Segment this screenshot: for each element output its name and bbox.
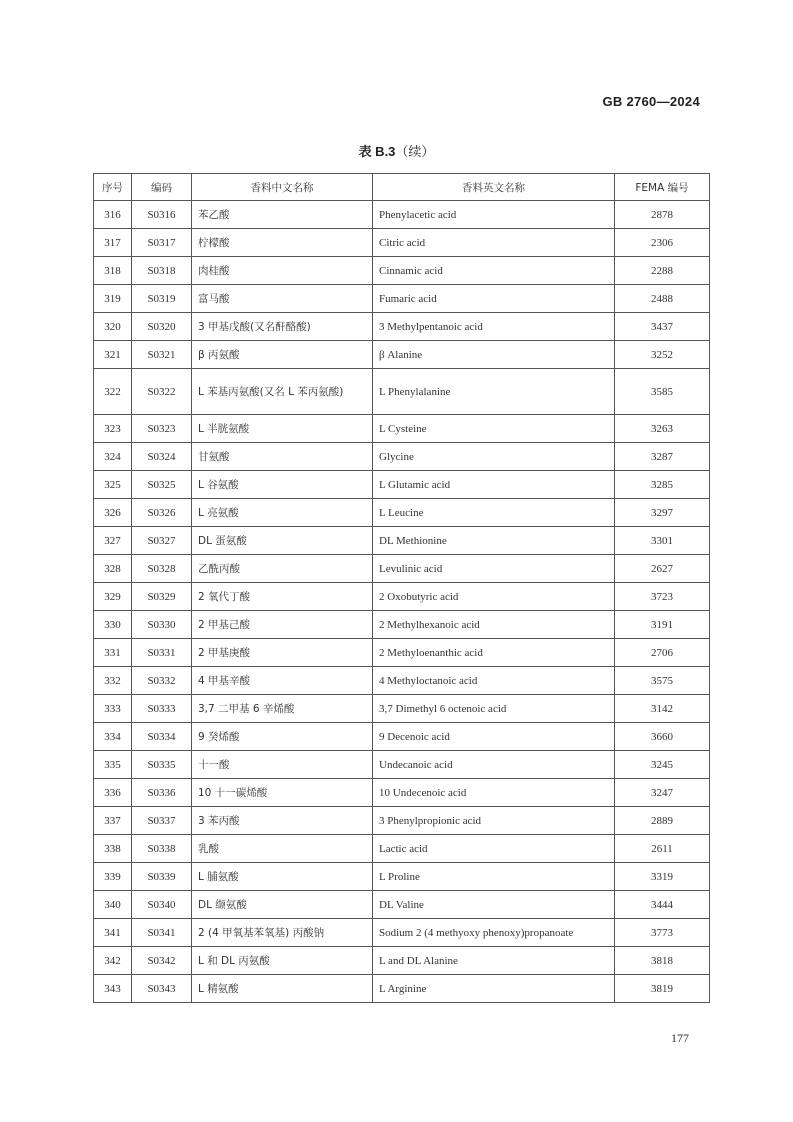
cell-seq: 316 — [94, 201, 132, 229]
cell-seq: 325 — [94, 471, 132, 499]
table-body — [94, 201, 710, 1003]
cell-chinese-name: 乳酸 — [192, 835, 373, 863]
cell-chinese-name: 肉桂酸 — [192, 257, 373, 285]
cell-seq: 324 — [94, 443, 132, 471]
cell-english-name: L Glutamic acid — [373, 471, 615, 499]
cell-chinese-name: L 亮氨酸 — [192, 499, 373, 527]
cell-fema: 3444 — [615, 891, 710, 919]
cell-chinese-name: 富马酸 — [192, 285, 373, 313]
table-row — [94, 919, 710, 947]
cell-fema: 3575 — [615, 667, 710, 695]
cell-fema: 2627 — [615, 555, 710, 583]
col-header-seq: 序号 — [94, 174, 132, 201]
cell-seq: 336 — [94, 779, 132, 807]
cell-chinese-name: DL 蛋氨酸 — [192, 527, 373, 555]
cell-fema: 3319 — [615, 863, 710, 891]
cell-chinese-name: 9 癸烯酸 — [192, 723, 373, 751]
table-row — [94, 835, 710, 863]
cell-english-name: 2 Methyloenanthic acid — [373, 639, 615, 667]
table-row — [94, 415, 710, 443]
cell-fema: 2306 — [615, 229, 710, 257]
cell-fema: 3191 — [615, 611, 710, 639]
table-row — [94, 611, 710, 639]
cell-english-name: Fumaric acid — [373, 285, 615, 313]
cell-english-name: L and DL Alanine — [373, 947, 615, 975]
cell-fema: 3773 — [615, 919, 710, 947]
cell-english-name: 3 Methylpentanoic acid — [373, 313, 615, 341]
cell-code: S0317 — [132, 229, 192, 257]
cell-chinese-name: 4 甲基辛酸 — [192, 667, 373, 695]
cell-english-name: L Cysteine — [373, 415, 615, 443]
table-row — [94, 341, 710, 369]
table-row — [94, 723, 710, 751]
cell-english-name: 10 Undecenoic acid — [373, 779, 615, 807]
cell-fema: 2488 — [615, 285, 710, 313]
cell-code: S0321 — [132, 341, 192, 369]
cell-english-name: Undecanoic acid — [373, 751, 615, 779]
cell-seq: 327 — [94, 527, 132, 555]
cell-code: S0329 — [132, 583, 192, 611]
cell-chinese-name: 甘氨酸 — [192, 443, 373, 471]
cell-english-name: 9 Decenoic acid — [373, 723, 615, 751]
cell-fema: 3245 — [615, 751, 710, 779]
table-row — [94, 667, 710, 695]
table-row — [94, 285, 710, 313]
cell-chinese-name: L 半胱氨酸 — [192, 415, 373, 443]
cell-chinese-name: DL 缬氨酸 — [192, 891, 373, 919]
table-row — [94, 527, 710, 555]
flavor-table — [93, 173, 710, 1003]
cell-code: S0336 — [132, 779, 192, 807]
cell-fema: 3287 — [615, 443, 710, 471]
cell-chinese-name: 3,7 二甲基 6 辛烯酸 — [192, 695, 373, 723]
col-header-fema: FEMA 编号 — [615, 174, 710, 201]
cell-english-name: L Phenylalanine — [373, 369, 615, 415]
cell-code: S0319 — [132, 285, 192, 313]
table-row — [94, 863, 710, 891]
table-row — [94, 499, 710, 527]
cell-english-name: L Leucine — [373, 499, 615, 527]
cell-english-name: 4 Methyloctanoic acid — [373, 667, 615, 695]
cell-code: S0328 — [132, 555, 192, 583]
table-title — [0, 141, 793, 160]
cell-code: S0335 — [132, 751, 192, 779]
cell-chinese-name: 2 甲基庚酸 — [192, 639, 373, 667]
cell-fema: 2611 — [615, 835, 710, 863]
cell-fema: 3818 — [615, 947, 710, 975]
cell-code: S0325 — [132, 471, 192, 499]
cell-seq: 340 — [94, 891, 132, 919]
table-row — [94, 779, 710, 807]
cell-fema: 3142 — [615, 695, 710, 723]
cell-english-name: 2 Oxobutyric acid — [373, 583, 615, 611]
cell-code: S0318 — [132, 257, 192, 285]
cell-fema: 3297 — [615, 499, 710, 527]
cell-seq: 339 — [94, 863, 132, 891]
cell-code: S0324 — [132, 443, 192, 471]
cell-seq: 328 — [94, 555, 132, 583]
cell-code: S0331 — [132, 639, 192, 667]
cell-fema: 3263 — [615, 415, 710, 443]
cell-seq: 337 — [94, 807, 132, 835]
cell-english-name: 2 Methylhexanoic acid — [373, 611, 615, 639]
cell-seq: 322 — [94, 369, 132, 415]
cell-english-name: L Proline — [373, 863, 615, 891]
cell-fema: 3819 — [615, 975, 710, 1003]
cell-english-name: Phenylacetic acid — [373, 201, 615, 229]
cell-fema: 3660 — [615, 723, 710, 751]
cell-code: S0327 — [132, 527, 192, 555]
cell-english-name: Glycine — [373, 443, 615, 471]
cell-chinese-name: β 丙氨酸 — [192, 341, 373, 369]
cell-english-name: 3,7 Dimethyl 6 octenoic acid — [373, 695, 615, 723]
cell-seq: 329 — [94, 583, 132, 611]
cell-fema: 2878 — [615, 201, 710, 229]
cell-english-name: β Alanine — [373, 341, 615, 369]
cell-english-name: L Arginine — [373, 975, 615, 1003]
cell-chinese-name: L 谷氨酸 — [192, 471, 373, 499]
cell-seq: 318 — [94, 257, 132, 285]
table-row — [94, 807, 710, 835]
table-row — [94, 555, 710, 583]
cell-chinese-name: 2 (4 甲氧基苯氧基) 丙酸钠 — [192, 919, 373, 947]
cell-fema: 3723 — [615, 583, 710, 611]
cell-chinese-name: 3 甲基戊酸(又名酐酪酸) — [192, 313, 373, 341]
cell-seq: 342 — [94, 947, 132, 975]
cell-english-name: DL Methionine — [373, 527, 615, 555]
cell-chinese-name: 乙酰丙酸 — [192, 555, 373, 583]
cell-seq: 317 — [94, 229, 132, 257]
cell-code: S0340 — [132, 891, 192, 919]
table-row — [94, 751, 710, 779]
cell-chinese-name: 2 氧代丁酸 — [192, 583, 373, 611]
cell-english-name: Citric acid — [373, 229, 615, 257]
cell-chinese-name: L 和 DL 丙氨酸 — [192, 947, 373, 975]
table-header-row — [94, 174, 710, 201]
table-row — [94, 639, 710, 667]
cell-fema: 2706 — [615, 639, 710, 667]
col-header-chinese-name: 香料中文名称 — [192, 174, 373, 201]
cell-seq: 323 — [94, 415, 132, 443]
cell-chinese-name: L 精氨酸 — [192, 975, 373, 1003]
cell-code: S0339 — [132, 863, 192, 891]
cell-english-name: Levulinic acid — [373, 555, 615, 583]
table-title-continued: （续） — [395, 145, 435, 160]
table-row — [94, 201, 710, 229]
cell-chinese-name: 十一酸 — [192, 751, 373, 779]
cell-seq: 331 — [94, 639, 132, 667]
table-row — [94, 975, 710, 1003]
cell-fema: 3247 — [615, 779, 710, 807]
cell-english-name: Cinnamic acid — [373, 257, 615, 285]
cell-code: S0323 — [132, 415, 192, 443]
cell-seq: 332 — [94, 667, 132, 695]
cell-seq: 321 — [94, 341, 132, 369]
cell-code: S0342 — [132, 947, 192, 975]
cell-code: S0316 — [132, 201, 192, 229]
cell-english-name: Lactic acid — [373, 835, 615, 863]
cell-seq: 338 — [94, 835, 132, 863]
table-row — [94, 891, 710, 919]
cell-chinese-name: 2 甲基己酸 — [192, 611, 373, 639]
table-row — [94, 313, 710, 341]
cell-code: S0330 — [132, 611, 192, 639]
cell-seq: 343 — [94, 975, 132, 1003]
cell-code: S0337 — [132, 807, 192, 835]
cell-code: S0333 — [132, 695, 192, 723]
cell-english-name: 3 Phenylpropionic acid — [373, 807, 615, 835]
table-row — [94, 471, 710, 499]
cell-code: S0341 — [132, 919, 192, 947]
cell-fema: 3252 — [615, 341, 710, 369]
cell-code: S0326 — [132, 499, 192, 527]
table-row — [94, 229, 710, 257]
cell-seq: 334 — [94, 723, 132, 751]
cell-code: S0334 — [132, 723, 192, 751]
cell-code: S0332 — [132, 667, 192, 695]
table-title-main: 表 B.3 — [358, 144, 396, 159]
cell-code: S0322 — [132, 369, 192, 415]
cell-fema: 3437 — [615, 313, 710, 341]
cell-seq: 319 — [94, 285, 132, 313]
cell-chinese-name: 苯乙酸 — [192, 201, 373, 229]
table-row — [94, 695, 710, 723]
cell-chinese-name: 10 十一碳烯酸 — [192, 779, 373, 807]
cell-fema: 3585 — [615, 369, 710, 415]
col-header-code: 编码 — [132, 174, 192, 201]
table-row — [94, 583, 710, 611]
cell-seq: 341 — [94, 919, 132, 947]
cell-english-name: Sodium 2 (4 methyoxy phenoxy)propanoate — [373, 919, 615, 947]
cell-seq: 335 — [94, 751, 132, 779]
table-row — [94, 369, 710, 415]
cell-seq: 330 — [94, 611, 132, 639]
cell-fema: 2288 — [615, 257, 710, 285]
table-row — [94, 443, 710, 471]
standard-code: GB 2760—2024 — [602, 94, 700, 109]
cell-code: S0320 — [132, 313, 192, 341]
cell-chinese-name: L 苯基丙氨酸(又名 L 苯丙氨酸) — [192, 369, 373, 415]
cell-code: S0338 — [132, 835, 192, 863]
cell-english-name: DL Valine — [373, 891, 615, 919]
table-row — [94, 947, 710, 975]
cell-fema: 3301 — [615, 527, 710, 555]
cell-code: S0343 — [132, 975, 192, 1003]
cell-seq: 326 — [94, 499, 132, 527]
cell-fema: 3285 — [615, 471, 710, 499]
page-number: 177 — [671, 1031, 689, 1045]
table-row — [94, 257, 710, 285]
cell-seq: 333 — [94, 695, 132, 723]
cell-chinese-name: 3 苯丙酸 — [192, 807, 373, 835]
cell-fema: 2889 — [615, 807, 710, 835]
col-header-english-name: 香料英文名称 — [373, 174, 615, 201]
cell-seq: 320 — [94, 313, 132, 341]
cell-chinese-name: L 脯氨酸 — [192, 863, 373, 891]
cell-chinese-name: 柠檬酸 — [192, 229, 373, 257]
